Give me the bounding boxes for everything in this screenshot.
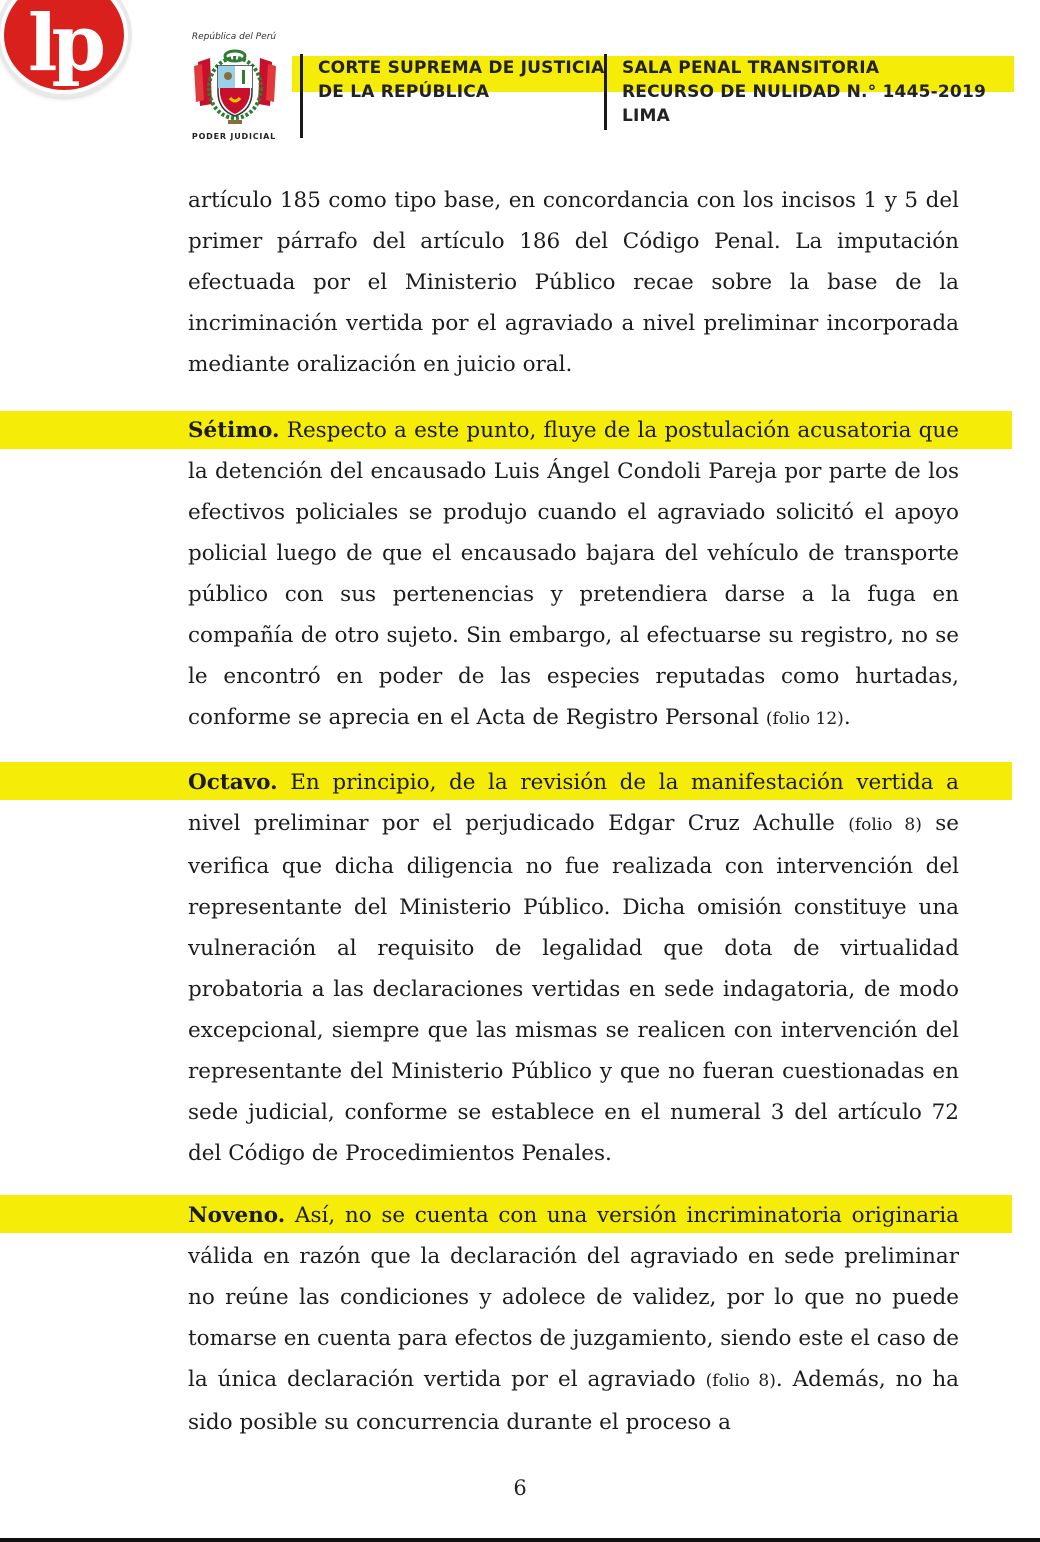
paragraph-intro <box>188 180 959 385</box>
lp-logo-badge <box>4 0 124 90</box>
header-divider-left <box>300 54 303 138</box>
crest-label: PODER JUDICIAL <box>191 132 277 141</box>
court-name-line1: CORTE SUPREMA DE JUSTICIA <box>318 58 605 78</box>
paragraph-noveno-text-b: . Además, no ha sido posible su concurrencia durante el proceso a <box>188 1367 959 1435</box>
paragraph-setimo-text: Respecto a este punto, fluye de la postulación acusatoria que la detención del encausado Luis Ángel Condoli Pareja por parte de los efectivos policiales se produjo cuando el agraviado solicitó el apoyo policial luego de que el encausado bajara del vehículo de transporte público con sus pertenencias y pretendiera darse a la fuga en compañía de otro sujeto. Sin embargo, al efectuarse su registro, no se le encontró en poder de las especies reputadas como hurtadas, conforme se aprecia en el Acta de Registro Personal <box>188 418 959 730</box>
lp-logo-text: lp <box>27 0 101 89</box>
heading-noveno: Noveno. <box>188 1203 286 1228</box>
case-number: RECURSO DE NULIDAD N.° 1445-2019 <box>622 82 987 102</box>
crest-arc-text: República del Perú <box>191 32 277 42</box>
coat-of-arms-icon <box>190 44 280 130</box>
court-name-line2: DE LA REPÚBLICA <box>318 82 490 102</box>
paragraph-intro-text: artículo 185 como tipo base, en concordancia con los incisos 1 y 5 del primer párrafo del artículo 186 del Código Penal. La imputación efectuada por el Ministerio Público recae sobre la base de la incriminación vertida por el agraviado a nivel preliminar incorporada mediante oralización en juicio oral. <box>188 188 959 377</box>
heading-octavo: Octavo. <box>188 770 278 795</box>
paragraph-setimo <box>188 410 959 740</box>
poder-judicial-crest <box>180 32 288 144</box>
page-number: 6 <box>513 1476 527 1500</box>
folio-reference: (folio 8) <box>848 815 922 835</box>
case-info <box>622 56 986 128</box>
paragraph-octavo <box>188 762 959 1174</box>
paragraph-octavo-text-a: En principio, de la revisión de la manifestación vertida a nivel preliminar por el perjudicado Edgar Cruz Achulle <box>188 770 959 836</box>
folio-reference: (folio 8) <box>705 1371 776 1391</box>
paragraph-noveno <box>188 1195 959 1443</box>
case-location: LIMA <box>622 106 671 126</box>
bottom-edge <box>0 1538 1040 1542</box>
paragraph-octavo-text-b: se verifica que dicha diligencia no fue realizada con intervención del representante del Ministerio Público. Dicha omisión constituye una vulneración al requisito de legalidad que dota de virtualidad probatoria a las declaraciones vertidas en sede indagatoria, de modo excepcional, siempre que las mismas se realicen con intervención del representante del Ministerio Público y que no fueran cuestionadas en sede judicial, conforme se establece en el numeral 3 del artículo 72 del Código de Procedimientos Penales. <box>188 811 959 1166</box>
lp-logo <box>0 0 128 94</box>
sala-name: SALA PENAL TRANSITORIA <box>622 58 880 78</box>
court-name <box>318 56 604 104</box>
paragraph-noveno-text-a: Así, no se cuenta con una versión incriminatoria originaria válida en razón que la declaración del agraviado en sede preliminar no reúne las condiciones y adolece de validez, por lo que no puede tomarse en cuenta para efectos de juzgamiento, siendo este el caso de la única declaración vertida por el agraviado <box>188 1203 959 1392</box>
folio-reference: (folio 12) <box>765 709 844 729</box>
paragraph-setimo-end: . <box>843 705 851 730</box>
heading-setimo: Sétimo. <box>188 418 280 443</box>
